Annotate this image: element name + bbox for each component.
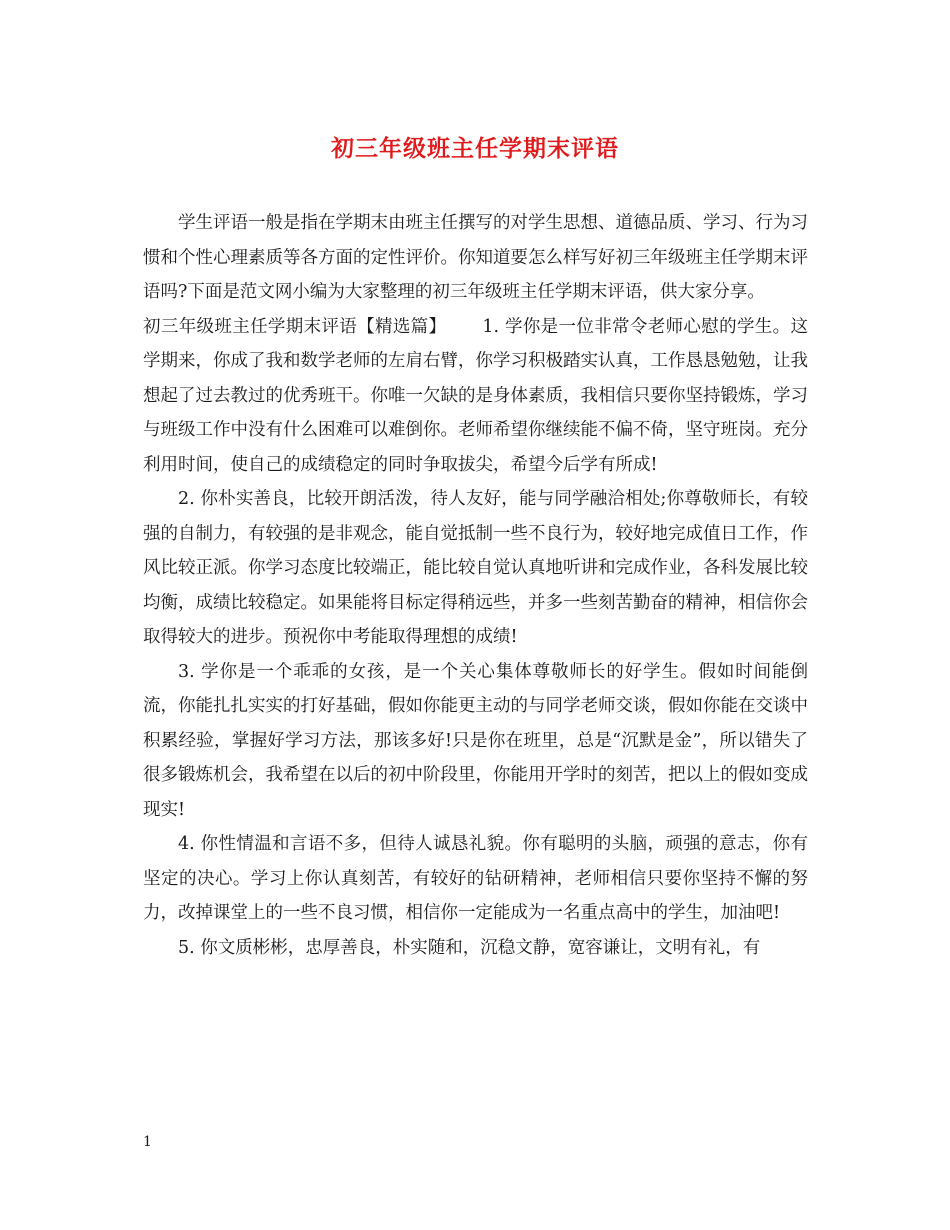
- comment-paragraph-4: 4. 你性情温和言语不多，但待人诚恳礼貌。你有聪明的头脑，顽强的意志，你有坚定的决心。学习上你认真刻苦，有较好的钻研精神，老师相信只要你坚持不懈的努力，改掉课堂上的一些不良习惯，相信你一定能成为一名重点高中的学生，加油吧!: [143, 834, 808, 923]
- intro-paragraph: 学生评语一般是指在学期末由班主任撰写的对学生思想、道德品质、学习、行为习惯和个性心理素质等各方面的定性评价。你知道要怎么样写好初三年级班主任学期末评语吗?下面是范文网小编为大家整理的初三年级班主任学期末评语，供大家分享。: [143, 213, 808, 302]
- section-heading: 初三年级班主任学期末评语【精选篇】: [143, 316, 447, 337]
- page-number: 1: [143, 1134, 152, 1150]
- comment-paragraph-1: 1. 学你是一位非常令老师心慰的学生。这学期来，你成了我和数学老师的左肩右臂，你学习积极踏实认真，工作恳恳勉勉，让我想起了过去教过的优秀班干。你唯一欠缺的是身体素质，我相信只要你坚持锻炼，学习与班级工作中没有什么困难可以难倒你。老师希望你继续能不偏不倚，坚守班岗。充分利用时间，使自己的成绩稳定的同时争取拔尖，希望今后学有所成!: [143, 316, 809, 475]
- comment-paragraph-3: 3. 学你是一个乖乖的女孩，是一个关心集体尊敬师长的好学生。假如时间能倒流，你能扎扎实实的打好基础，假如你能更主动的与同学老师交谈，假如你能在交谈中积累经验，掌握好学习方法，那该多好!只是你在班里，总是“沉默是金”，所以错失了很多锻炼机会，我希望在以后的初中阶段里，你能用开学时的刻苦，把以上的假如变成现实!: [143, 661, 808, 820]
- document-title: 初三年级班主任学期末评语: [331, 135, 619, 162]
- section-paragraph-1: [143, 310, 808, 483]
- document-body: [143, 206, 808, 965]
- comment-paragraph-5: 5. 你文质彬彬，忠厚善良，朴实随和，沉稳文静，宽容谦让，文明有礼，有: [178, 937, 761, 958]
- comment-paragraph-2: 2. 你朴实善良，比较开朗活泼，待人友好，能与同学融洽相处;你尊敬师长，有较强的自制力，有较强的是非观念，能自觉抵制一些不良行为，较好地完成值日工作，作风比较正派。你学习态度比较端正，能比较自觉认真地听讲和完成作业，各科发展比较均衡，成绩比较稳定。如果能将目标定得稍远些，并多一些刻苦勤奋的精神，相信你会取得较大的进步。预祝你中考能取得理想的成绩!: [143, 489, 808, 647]
